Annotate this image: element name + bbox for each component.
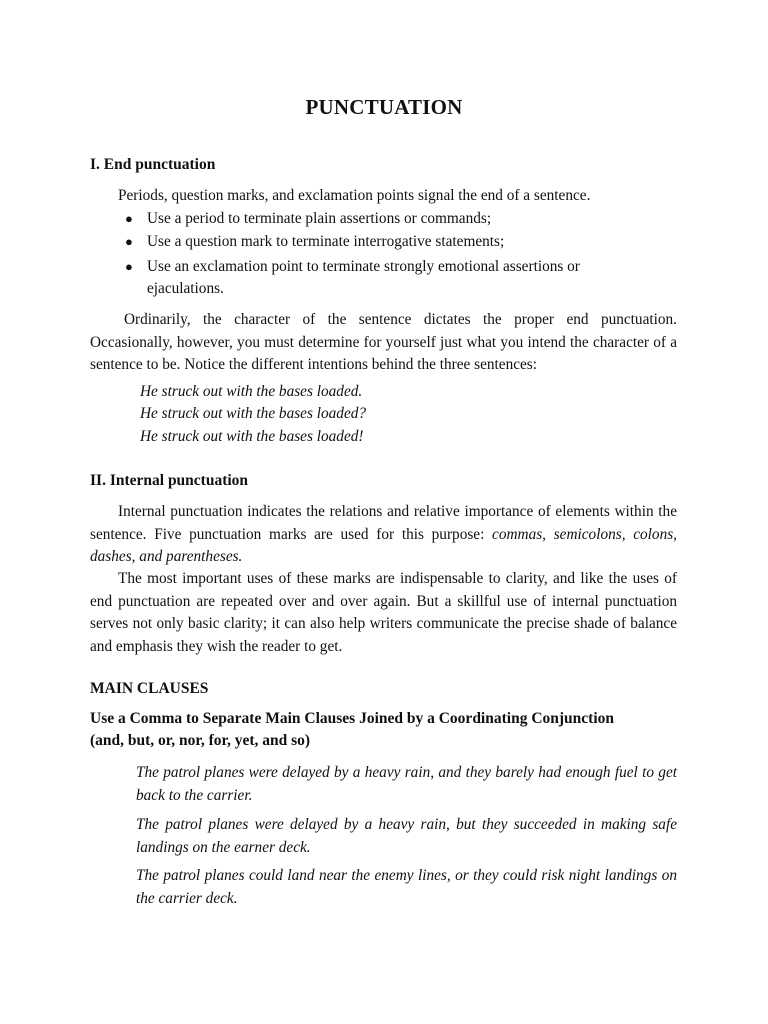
bullet-item: Use a period to terminate plain assertions or commands; (147, 210, 492, 227)
paragraph-text: Internal punctuation indicates the relations and relative importance of elements within the sentence. Five punctuation marks are used for this purpose: (90, 503, 677, 543)
section-heading-internal-punctuation: II. Internal punctuation (90, 472, 249, 489)
example-sentence: The patrol planes were delayed by a heavy rain, and they barely had enough fuel to get back to the carrier. (136, 764, 677, 804)
example-sentence: He struck out with the bases loaded! (140, 428, 364, 445)
section-heading-end-punctuation: I. End punctuation (90, 156, 216, 173)
bullet-icon: ● (125, 234, 133, 249)
section1-intro: Periods, question marks, and exclamation points signal the end of a sentence. (118, 187, 591, 204)
bullet-icon: ● (125, 211, 133, 226)
bullet-icon: ● (125, 259, 133, 274)
page-title: PUNCTUATION (305, 95, 463, 119)
example-sentence: The patrol planes were delayed by a heavy rain, but they succeeded in making safe landings on the earner deck. (136, 816, 677, 856)
bullet-item: Use an exclamation point to terminate strongly emotional assertions or (147, 258, 580, 275)
section2-paragraph1 (90, 501, 677, 569)
rule-heading-line1: Use a Comma to Separate Main Clauses Joined by a Coordinating Conjunction (90, 710, 615, 727)
punctuation-marks-list: commas, semicolons, colons, dashes, and parentheses. (90, 525, 677, 565)
bullet-item: Use a question mark to terminate interrogative statements; (147, 233, 505, 250)
section1-paragraph: Ordinarily, the character of the sentence dictates the proper end punctuation. Occasionally, however, you must determine for yourself just what you intend the character of a sentence to be. Notice the different intentions behind the three sentences: (90, 311, 677, 373)
rule-heading-line2: (and, but, or, nor, for, yet, and so) (90, 732, 311, 749)
bullet-item-continuation: ejaculations. (147, 280, 224, 297)
section-heading-main-clauses: MAIN CLAUSES (90, 680, 209, 697)
example-sentence: He struck out with the bases loaded? (140, 405, 367, 422)
section2-paragraph2: The most important uses of these marks are indispensable to clarity, and like the uses of end punctuation are repeated over and over again. But a skillful use of internal punctuation serves not only basic clarity; it can also help writers communicate the precise shade of balance and emphasis they wish the reader to get. (90, 570, 677, 655)
example-sentence: He struck out with the bases loaded. (140, 383, 363, 400)
example-sentence: The patrol planes could land near the enemy lines, or they could risk night landings on the carrier deck. (136, 867, 677, 907)
